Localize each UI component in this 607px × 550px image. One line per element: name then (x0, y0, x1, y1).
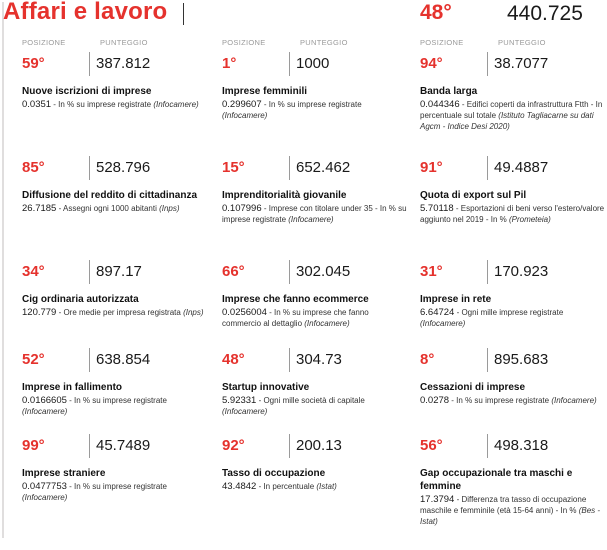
indicator-score: 45.7489 (96, 437, 151, 454)
indicator-value: 5.92331 (222, 395, 257, 406)
indicator-card (222, 38, 407, 121)
indicator-card (222, 348, 407, 417)
indicator-numbers (22, 52, 207, 78)
indicator-card (420, 348, 605, 406)
indicator-rank: 92° (222, 437, 245, 454)
indicator-rank: 66° (222, 263, 245, 280)
indicator-source: (Inps) (183, 308, 204, 317)
divider (289, 52, 290, 76)
position-header: POSIZIONE (222, 38, 266, 47)
divider (487, 434, 488, 458)
indicator-name: Banda larga (420, 86, 478, 97)
indicator-description (222, 203, 407, 225)
indicator-rank: 59° (22, 55, 45, 72)
indicator-value: 0.0166605 (22, 395, 67, 406)
indicator-desc-text: - Ogni mille società di capitale (256, 396, 365, 405)
indicator-name: Cig ordinaria autorizzata (22, 294, 139, 305)
indicator-desc-text: - Ogni mille imprese registrate (454, 308, 564, 317)
section-header (0, 0, 607, 30)
indicator-source: (Prometeia) (508, 215, 551, 224)
divider (289, 156, 290, 180)
score-header: PUNTEGGIO (100, 38, 148, 47)
indicator-name: Tasso di occupazione (222, 468, 326, 479)
indicator-value: 0.107996 (222, 203, 262, 214)
indicator-description (420, 395, 605, 406)
indicator-desc-text: - In % su imprese registrate (449, 396, 552, 405)
indicator-description (22, 203, 207, 214)
indicator-source: (Istituto Tagliacarne su dati Agcm - Indice Desi 2020) (420, 111, 594, 131)
indicator-rank: 1° (222, 55, 237, 72)
divider (487, 52, 488, 76)
indicator-desc-text: - Edifici coperti da infrastruttura Ftth - In percentuale sul totale (420, 100, 603, 120)
indicator-description (22, 395, 207, 417)
indicator-description (22, 99, 207, 110)
indicator-score: 528.796 (96, 159, 151, 176)
indicator-value: 43.4842 (222, 481, 257, 492)
overall-rank: 48° (420, 1, 452, 24)
column-headers (222, 38, 407, 52)
indicator-name: Gap occupazionale tra maschi e femmine (420, 468, 573, 492)
indicator-source: (Infocamere) (22, 493, 68, 502)
indicator-numbers (420, 348, 605, 374)
indicator-score: 652.462 (296, 159, 351, 176)
indicator-desc-text: - Assegni ogni 1000 abitanti (56, 204, 160, 213)
indicator-description (22, 481, 207, 503)
indicator-value: 26.7185 (22, 203, 57, 214)
section-title: Affari e lavoro (3, 0, 168, 25)
indicator-desc-text: - In % su imprese registrate (66, 396, 167, 405)
indicator-numbers (222, 348, 407, 374)
indicator-description (222, 395, 407, 417)
indicator-value: 0.044346 (420, 99, 460, 110)
indicator-score: 1000 (296, 55, 330, 72)
indicator-source: (Istat) (316, 482, 337, 491)
indicator-score: 302.045 (296, 263, 351, 280)
indicator-source: (Infocamere) (304, 319, 350, 328)
indicator-numbers (420, 434, 605, 460)
indicator-numbers (420, 156, 605, 182)
indicator-desc-text: - Esportazioni di beni verso l'estero/valore aggiunto nel 2019 - In % (420, 204, 605, 224)
indicator-description (222, 481, 407, 492)
indicator-rank: 99° (22, 437, 45, 454)
indicator-rank: 52° (22, 351, 45, 368)
indicator-score: 638.854 (96, 351, 151, 368)
indicator-value: 0.0256004 (222, 307, 267, 318)
indicator-card (222, 156, 407, 225)
position-header: POSIZIONE (22, 38, 66, 47)
indicator-numbers (222, 52, 407, 78)
indicator-name: Imprese femminili (222, 86, 308, 97)
indicator-rank: 34° (22, 263, 45, 280)
indicator-card (22, 156, 207, 214)
indicator-card (420, 156, 605, 225)
indicator-card (22, 348, 207, 417)
indicator-name: Imprese che fanno ecommerce (222, 294, 369, 305)
indicator-source: (Infocamere) (22, 407, 68, 416)
indicator-rank: 94° (420, 55, 443, 72)
indicator-desc-text: - Imprese con titolare under 35 - In % su imprese registrate (222, 204, 407, 224)
indicator-score: 387.812 (96, 55, 151, 72)
indicator-score: 895.683 (494, 351, 549, 368)
indicator-source: (Bes - Istat) (420, 506, 601, 526)
indicator-score: 170.923 (494, 263, 549, 280)
indicator-value: 5.70118 (420, 203, 454, 214)
position-header: POSIZIONE (420, 38, 464, 47)
overall-score: 440.725 (507, 2, 583, 25)
indicator-card (22, 434, 207, 503)
left-margin-rule (2, 2, 4, 538)
indicator-rank: 8° (420, 351, 435, 368)
divider (89, 260, 90, 284)
indicator-description (420, 99, 605, 132)
indicator-rank: 56° (420, 437, 443, 454)
indicator-name: Imprese in rete (420, 294, 492, 305)
score-header: PUNTEGGIO (498, 38, 546, 47)
indicator-rank: 31° (420, 263, 443, 280)
column-headers (22, 38, 207, 52)
divider (289, 348, 290, 372)
indicator-numbers (22, 260, 207, 286)
indicator-name: Imprese straniere (22, 468, 106, 479)
indicator-desc-text: - In % su imprese registrate (51, 100, 154, 109)
divider (289, 434, 290, 458)
indicator-grid (22, 38, 607, 548)
indicator-source: (Inps) (159, 204, 180, 213)
indicator-value: 0.299607 (222, 99, 262, 110)
indicator-numbers (420, 260, 605, 286)
indicator-desc-text: - In % su imprese registrate (261, 100, 362, 109)
indicator-rank: 48° (222, 351, 245, 368)
indicator-score: 897.17 (96, 263, 142, 280)
indicator-name: Diffusione del reddito di cittadinanza (22, 190, 198, 201)
indicator-value: 6.64724 (420, 307, 455, 318)
indicator-numbers (222, 260, 407, 286)
indicator-score: 49.4887 (494, 159, 549, 176)
indicator-source: (Infocamere) (222, 111, 268, 120)
indicator-source: (Infocamere) (420, 319, 466, 328)
indicator-value: 0.0278 (420, 395, 450, 406)
indicator-description (420, 203, 605, 225)
indicator-name: Imprenditorialità giovanile (222, 190, 347, 201)
indicator-card (22, 260, 207, 318)
indicator-numbers (22, 434, 207, 460)
indicator-description (222, 307, 407, 329)
indicator-desc-text: - In percentuale (256, 482, 317, 491)
indicator-value: 0.0351 (22, 99, 52, 110)
divider (89, 52, 90, 76)
divider (487, 156, 488, 180)
indicator-value: 120.779 (22, 307, 57, 318)
indicator-rank: 15° (222, 159, 245, 176)
divider (487, 348, 488, 372)
indicator-card (22, 38, 207, 110)
indicator-score: 38.7077 (494, 55, 549, 72)
column-headers (420, 38, 605, 52)
indicator-name: Cessazioni di imprese (420, 382, 526, 393)
indicator-source: (Infocamere) (222, 407, 268, 416)
divider (89, 156, 90, 180)
indicator-numbers (222, 434, 407, 460)
indicator-source: (Infocamere) (288, 215, 334, 224)
text-cursor (183, 3, 184, 25)
indicator-name: Startup innovative (222, 382, 310, 393)
indicator-card (222, 260, 407, 329)
indicator-numbers (22, 348, 207, 374)
indicator-value: 17.3794 (420, 494, 455, 505)
divider (89, 434, 90, 458)
score-header: PUNTEGGIO (300, 38, 348, 47)
indicator-description (420, 307, 605, 329)
indicator-name: Nuove iscrizioni di imprese (22, 86, 152, 97)
indicator-rank: 91° (420, 159, 443, 176)
indicator-card (420, 260, 605, 329)
indicator-score: 304.73 (296, 351, 342, 368)
indicator-name: Imprese in fallimento (22, 382, 123, 393)
indicator-description (22, 307, 207, 318)
indicator-numbers (22, 156, 207, 182)
indicator-desc-text: - In % su imprese registrate (66, 482, 167, 491)
indicator-value: 0.0477753 (22, 481, 67, 492)
indicator-description (222, 99, 407, 121)
indicator-desc-text: - In % su imprese che fanno commercio al dettaglio (222, 308, 369, 328)
indicator-card (222, 434, 407, 492)
indicator-rank: 85° (22, 159, 45, 176)
indicator-source: (Infocamere) (551, 396, 597, 405)
indicator-score: 200.13 (296, 437, 342, 454)
indicator-score: 498.318 (494, 437, 549, 454)
indicator-numbers (420, 52, 605, 78)
indicator-card (420, 38, 605, 132)
indicator-description (420, 494, 605, 527)
divider (487, 260, 488, 284)
indicator-card (420, 434, 605, 527)
indicator-source: (Infocamere) (153, 100, 199, 109)
indicator-desc-text: - Ore medie per impresa registrata (56, 308, 184, 317)
divider (89, 348, 90, 372)
indicator-numbers (222, 156, 407, 182)
indicator-name: Quota di export sul Pil (420, 190, 527, 201)
indicator-desc-text: - Differenza tra tasso di occupazione maschile e femminile (età 15-64 anni) - In % (420, 495, 587, 515)
divider (289, 260, 290, 284)
